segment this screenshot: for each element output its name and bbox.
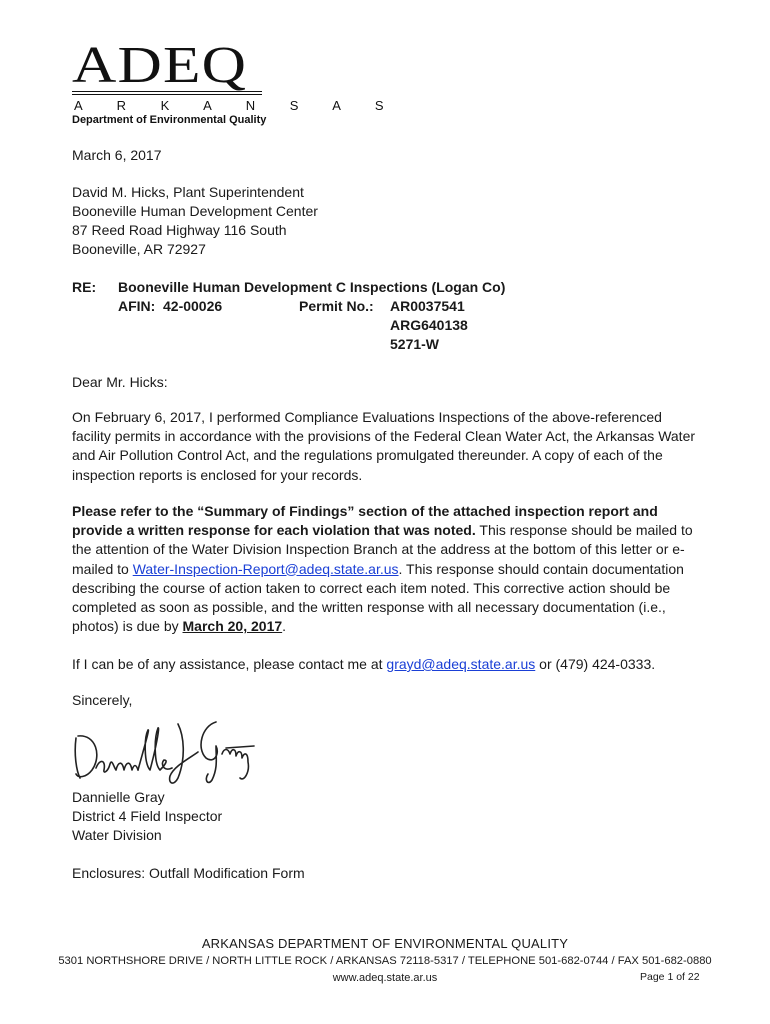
recipient-street: 87 Reed Road Highway 116 South [72, 222, 287, 238]
permit-label: Permit No.: [299, 298, 374, 314]
permit-number: AR0037541 [390, 298, 465, 314]
footer-address: 5301 NORTHSHORE DRIVE / NORTH LITTLE ROCK / ARKANSAS 72118-5317 / TELEPHONE 501-682-0744 / FAX 501-682-0880 [58, 955, 712, 967]
inspector-email-link[interactable]: grayd@adeq.state.ar.us [386, 656, 536, 672]
re-subject: Booneville Human Development C Inspections (Logan Co) [118, 279, 506, 295]
afin-value: 42-00026 [163, 298, 223, 314]
letter-date: March 6, 2017 [72, 147, 162, 163]
salutation: Dear Mr. Hicks: [72, 374, 168, 390]
signer-title: District 4 Field Inspector [72, 808, 223, 824]
recipient-name: David M. Hicks, Plant Superintendent [72, 184, 304, 200]
logo-wordmark: ADEQ [72, 37, 248, 94]
paragraph-text: . [282, 618, 287, 635]
footer-agency: ARKANSAS DEPARTMENT OF ENVIRONMENTAL QUALITY [201, 936, 569, 951]
paragraph-text: On February 6, 2017, I performed Compliance Evaluations Inspections of the above-referenced facility permits in accordance with the provisions of the Federal Clean Water Act, the Arkansas Water and Air Pollution Control Act, and the regulations promulgated thereunder. A copy of each of the inspection reports is enclosed for your records. [72, 409, 696, 483]
permit-number: 5271-W [390, 336, 440, 352]
handwritten-signature [66, 708, 256, 788]
adeq-logo [72, 37, 282, 94]
logo-state-name: A R K A N S A S [74, 98, 399, 113]
paragraph-contact [72, 655, 702, 674]
paragraph-text: If I can be of any assistance, please contact me at [72, 656, 387, 672]
footer-website: www.adeq.state.ar.us [332, 972, 438, 984]
recipient-city: Booneville, AR 72927 [72, 241, 206, 257]
afin-label: AFIN: [118, 298, 156, 314]
page-number: Page 1 of 22 [640, 971, 700, 983]
bold-instruction: Please refer to the “Summary of Findings” section of the attached inspection report and provide a written response for each violation that was noted. [72, 503, 658, 539]
paragraph-response [72, 502, 702, 636]
paragraph-text: . This response should contain documentation describing the course of action taken to correct each item noted. This corrective action should be completed as soon as possible, and the written response with all necessary documentation (i.e., photos) is due by [72, 560, 684, 635]
enclosures: Enclosures: Outfall Modification Form [72, 865, 305, 881]
paragraph-text: or (479) 424-0333. [535, 656, 656, 672]
department-name: Department of Environmental Quality [72, 114, 267, 126]
recipient-org: Booneville Human Development Center [72, 203, 318, 219]
due-date: March 20, 2017 [182, 618, 283, 635]
re-label: RE: [72, 279, 97, 295]
signer-name: Dannielle Gray [72, 789, 165, 805]
permit-number: ARG640138 [390, 317, 468, 333]
paragraph-text: This response should be mailed to the attention of the Water Division Inspection Branch at the address at the bottom of this letter or e-mailed to [72, 522, 693, 577]
closing: Sincerely, [72, 692, 133, 708]
logo-rule [72, 91, 262, 92]
paragraph-inspection [72, 408, 702, 485]
report-email-link[interactable]: Water-Inspection-Report@adeq.state.ar.us [132, 560, 399, 577]
logo-rule [72, 94, 262, 95]
signer-division: Water Division [72, 827, 162, 843]
